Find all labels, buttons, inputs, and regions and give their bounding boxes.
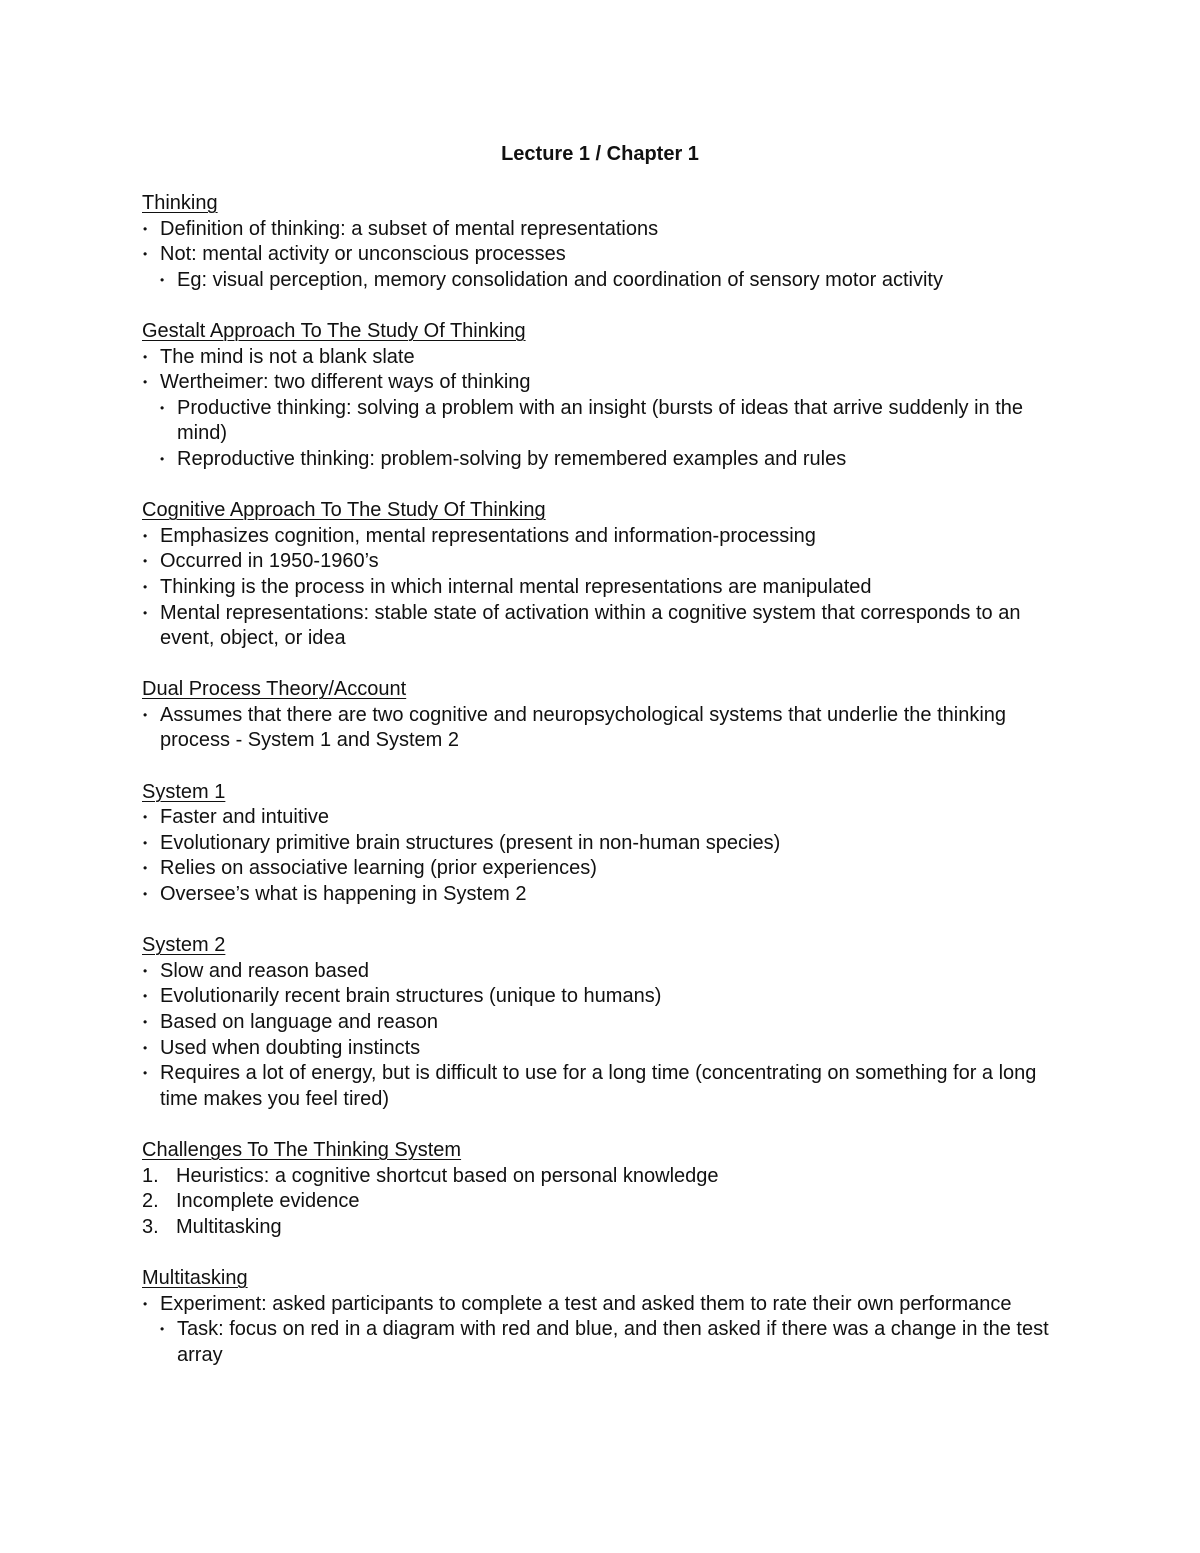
bullet-icon: • <box>143 1296 148 1311</box>
list-item <box>142 984 1072 1010</box>
document-body <box>142 191 1072 1394</box>
list-item-text: Multitasking <box>176 1215 282 1238</box>
list-item-text: Productive thinking: solving a problem with an insight (bursts of ideas that arrive suddenly in the mind) <box>177 396 1024 445</box>
list-item <box>142 831 1072 857</box>
section-multitasking <box>142 1266 1072 1368</box>
bullet-list <box>142 703 1072 754</box>
bullet-list <box>142 959 1072 1113</box>
bullet-icon: • <box>160 1322 165 1337</box>
bullet-list <box>142 345 1072 473</box>
list-number: 1. <box>142 1164 159 1187</box>
list-item <box>142 703 1072 754</box>
list-item-text: Relies on associative learning (prior experiences) <box>160 857 597 880</box>
list-item <box>142 345 1072 371</box>
page-title: Lecture 1 / Chapter 1 <box>501 143 699 165</box>
list-item <box>142 882 1072 908</box>
sub-list-item <box>159 396 1072 447</box>
section-dual-process <box>142 677 1072 754</box>
bullet-icon: • <box>160 400 165 415</box>
bullet-icon: • <box>160 272 165 287</box>
list-item-text: Incomplete evidence <box>176 1190 360 1213</box>
bullet-icon: • <box>143 349 148 364</box>
bullet-list <box>142 1292 1072 1369</box>
bullet-icon: • <box>143 963 148 978</box>
list-item-text: Experiment: asked participants to complete a test and asked them to rate their own performance <box>160 1292 1012 1315</box>
list-number: 2. <box>142 1190 159 1213</box>
list-item-text: Mental representations: stable state of activation within a cognitive system that corresponds to an event, object, or idea <box>160 601 1021 650</box>
bullet-icon: • <box>143 375 148 390</box>
list-item-text: Task: focus on red in a diagram with red and blue, and then asked if there was a change in the test array <box>177 1318 1049 1366</box>
bullet-icon: • <box>143 528 148 543</box>
list-item-text: Evolutionary primitive brain structures (present in non-human species) <box>160 831 781 854</box>
list-number: 3. <box>142 1215 159 1238</box>
bullet-icon: • <box>143 989 148 1004</box>
numbered-list-item <box>142 1215 1072 1241</box>
bullet-icon: • <box>143 1066 148 1081</box>
bullet-list <box>142 217 1072 294</box>
list-item <box>142 549 1072 575</box>
list-item <box>142 959 1072 985</box>
list-item-text: Slow and reason based <box>160 959 370 982</box>
bullet-icon: • <box>143 1015 148 1029</box>
list-item <box>142 575 1072 601</box>
list-item <box>142 217 1072 243</box>
section-heading: Cognitive Approach To The Study Of Thinking <box>142 499 546 522</box>
bullet-icon: • <box>143 579 148 594</box>
section-system-1 <box>142 780 1072 908</box>
bullet-icon: • <box>143 707 148 722</box>
section-heading: Gestalt Approach To The Study Of Thinking <box>142 319 526 342</box>
list-item <box>142 370 1072 396</box>
section-heading: Multitasking <box>142 1266 248 1289</box>
section-gestalt-approach <box>142 319 1072 473</box>
bullet-icon: • <box>143 1040 148 1055</box>
list-item <box>142 1036 1072 1062</box>
bullet-icon: • <box>143 835 148 850</box>
list-item-text: Used when doubting instincts <box>160 1036 421 1059</box>
list-item-text: Requires a lot of energy, but is difficult to use for a long time (concentrating on something for a long time makes you feel tired) <box>160 1062 1037 1110</box>
list-item-text: Definition of thinking: a subset of mental representations <box>160 217 659 240</box>
list-item-text: Reproductive thinking: problem-solving by remembered examples and rules <box>177 447 847 470</box>
bullet-icon: • <box>143 605 148 620</box>
list-item-text: Wertheimer: two different ways of thinking <box>160 371 531 394</box>
section-heading: System 2 <box>142 934 226 957</box>
list-item-text: Occurred in 1950-1960’s <box>160 550 379 573</box>
list-item-text: Based on language and reason <box>160 1011 439 1033</box>
section-heading: Dual Process Theory/Account <box>142 678 407 701</box>
section-heading: System 1 <box>142 780 226 803</box>
numbered-list-item <box>142 1189 1072 1215</box>
list-item <box>142 1061 1072 1112</box>
list-item <box>142 242 1072 268</box>
bullet-icon: • <box>143 554 148 569</box>
section-heading: Thinking <box>142 192 218 214</box>
bullet-icon: • <box>143 247 148 262</box>
list-item-text: Thinking is the process in which internal mental representations are manipulated <box>160 575 872 598</box>
bullet-icon: • <box>143 810 148 825</box>
list-item-text: Faster and intuitive <box>160 806 329 829</box>
section-heading: Challenges To The Thinking System <box>142 1138 462 1161</box>
numbered-list <box>142 1164 1072 1241</box>
list-item <box>142 856 1072 882</box>
section-thinking <box>142 191 1072 293</box>
list-item <box>142 805 1072 831</box>
list-item-text: Evolutionarily recent brain structures (unique to humans) <box>160 985 662 1008</box>
bullet-icon: • <box>143 221 148 236</box>
list-item-text: Assumes that there are two cognitive and neuropsychological systems that underlie the thinking process - System 1 and System 2 <box>160 703 1007 752</box>
list-item <box>142 524 1072 550</box>
list-item <box>142 1010 1072 1036</box>
list-item-text: The mind is not a blank slate <box>160 345 415 368</box>
section-cognitive-approach <box>142 498 1072 652</box>
list-item-text: Eg: visual perception, memory consolidation and coordination of sensory motor activity <box>177 268 943 291</box>
bullet-icon: • <box>143 887 148 902</box>
sub-list-item <box>159 268 1072 294</box>
section-system-2 <box>142 933 1072 1112</box>
list-item <box>142 601 1072 652</box>
sub-list-item <box>159 1317 1072 1368</box>
section-challenges <box>142 1138 1072 1240</box>
list-item-text: Oversee’s what is happening in System 2 <box>160 883 527 906</box>
bullet-list <box>142 524 1072 652</box>
numbered-list-item <box>142 1164 1072 1190</box>
sub-list-item <box>159 447 1072 473</box>
bullet-list <box>142 805 1072 907</box>
list-item-text: Heuristics: a cognitive shortcut based on personal knowledge <box>176 1164 719 1187</box>
bullet-icon: • <box>160 451 165 466</box>
list-item-text: Not: mental activity or unconscious processes <box>160 243 566 266</box>
list-item <box>142 1292 1072 1318</box>
list-item-text: Emphasizes cognition, mental representations and information-processing <box>160 524 816 547</box>
bullet-icon: • <box>143 861 148 876</box>
